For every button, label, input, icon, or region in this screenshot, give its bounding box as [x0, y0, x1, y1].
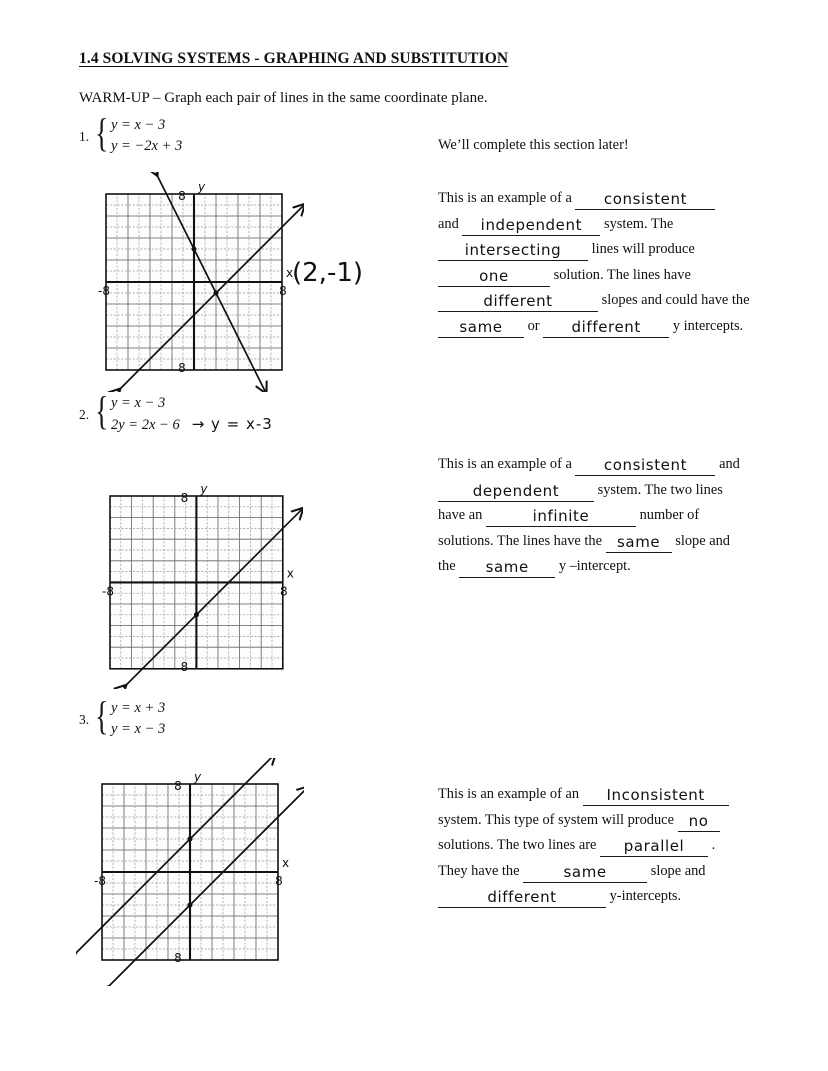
svg-text:8: 8: [178, 361, 186, 375]
ab1-line4-post: solution. The lines have: [553, 266, 691, 283]
answer-block-1: [438, 186, 749, 339]
ab2-line3-post: number of: [639, 507, 700, 523]
problem-2-number: 2.: [79, 407, 90, 422]
ab3-line2-pre: system. This type of system will produce: [438, 811, 674, 828]
ab1-answer-3[interactable]: intersecting: [438, 241, 588, 261]
svg-text:-8: -8: [98, 284, 110, 298]
problem-3-number: 3.: [79, 712, 90, 727]
ab2-line4-post: slope and: [675, 532, 730, 549]
ab2-line5-pre: the: [438, 558, 456, 574]
graph-problem-2: [90, 476, 303, 689]
ab2-line2-post: system. The two lines: [597, 481, 723, 498]
problem-1-number: 1.: [79, 129, 90, 144]
ab2-line4-pre: solutions. The lines have the: [438, 532, 603, 549]
ab1-line6-post: y intercepts.: [672, 317, 744, 334]
answer-block-2: [438, 452, 740, 580]
ab1-line1-pre: This is an example of a: [438, 190, 572, 206]
problem-1-equation-1: y = x − 3: [111, 117, 166, 133]
svg-text:y: y: [200, 481, 208, 496]
problem-2-handwritten-work: → y = x-3: [191, 415, 273, 433]
ab3-line4-pre: They have the: [438, 862, 520, 879]
svg-text:8: 8: [174, 951, 182, 965]
svg-text:8: 8: [174, 779, 182, 793]
svg-text:-8: -8: [94, 874, 106, 888]
ab2-answer-2[interactable]: dependent: [438, 482, 594, 502]
graph-problem-1: [84, 172, 304, 392]
graph-problem-3: [76, 758, 304, 986]
brace-icon: {: [95, 388, 109, 433]
ab1-answer-6[interactable]: same: [438, 318, 524, 338]
ab2-line1-post: and: [719, 456, 740, 472]
ab3-answer-2[interactable]: no: [678, 812, 720, 832]
ab2-line1-pre: This is an example of a: [438, 456, 572, 472]
ab2-answer-3[interactable]: infinite: [486, 507, 636, 527]
ab1-line6-mid: or: [527, 317, 540, 334]
ab1-answer-4[interactable]: one: [438, 267, 550, 287]
ab1-line5-post: slopes and could have the: [601, 292, 750, 308]
svg-text:y: y: [194, 770, 202, 784]
svg-text:8: 8: [275, 874, 283, 888]
svg-text:x: x: [282, 856, 290, 870]
ab3-line5-post: y-intercepts.: [609, 888, 682, 904]
brace-icon: {: [95, 110, 109, 155]
ab2-answer-4[interactable]: same: [606, 533, 672, 553]
ab3-line4-post: slope and: [650, 862, 706, 879]
ab1-line2-post: system. The: [604, 215, 674, 232]
svg-text:8: 8: [180, 490, 189, 505]
ab1-answer-7[interactable]: different: [543, 318, 669, 338]
ab2-answer-5[interactable]: same: [459, 558, 555, 578]
ab1-answer-5[interactable]: different: [438, 292, 598, 312]
svg-text:8: 8: [180, 659, 189, 674]
ab3-answer-5[interactable]: different: [438, 888, 606, 908]
svg-text:y: y: [198, 180, 206, 194]
ab3-answer-3[interactable]: parallel: [600, 837, 708, 857]
ab1-line2-pre: and: [438, 215, 459, 232]
svg-text:8: 8: [279, 584, 288, 599]
ab3-answer-1[interactable]: Inconsistent: [583, 786, 729, 806]
problem-3-equation-1: y = x + 3: [111, 700, 166, 716]
ab3-line3-post: .: [711, 837, 716, 853]
svg-text:x: x: [286, 266, 294, 280]
section-note: We’ll complete this section later!: [438, 137, 629, 153]
problem-2-equation-2: 2y = 2x − 6 → y = x-3: [111, 415, 273, 433]
ab2-line5-post: y –intercept.: [558, 558, 631, 574]
page-title: 1.4 SOLVING SYSTEMS - GRAPHING AND SUBSTITUTION: [79, 50, 509, 67]
svg-text:-8: -8: [102, 584, 114, 599]
ab3-line1-pre: This is an example of an: [438, 786, 580, 802]
solution-point-label: (2,-1): [292, 258, 364, 288]
svg-text:8: 8: [279, 284, 287, 298]
ab2-answer-1[interactable]: consistent: [575, 456, 715, 476]
brace-icon: {: [95, 693, 109, 738]
ab1-line3-post: lines will produce: [591, 241, 695, 257]
problem-3-equation-2: y = x − 3: [111, 721, 166, 737]
answer-block-3: [438, 782, 729, 910]
ab3-answer-4[interactable]: same: [523, 863, 647, 883]
svg-text:8: 8: [178, 189, 186, 203]
ab3-line3-pre: solutions. The two lines are: [438, 837, 597, 853]
svg-text:x: x: [286, 566, 294, 581]
ab2-line3-pre: have an: [438, 507, 483, 523]
ab1-answer-2[interactable]: independent: [462, 216, 600, 236]
ab1-answer-1[interactable]: consistent: [575, 190, 715, 210]
problem-2-equation-1: y = x − 3: [111, 395, 166, 411]
warmup-instruction: WARM-UP – Graph each pair of lines in the same coordinate plane.: [79, 90, 488, 106]
problem-1-equation-2: y = −2x + 3: [111, 138, 183, 154]
